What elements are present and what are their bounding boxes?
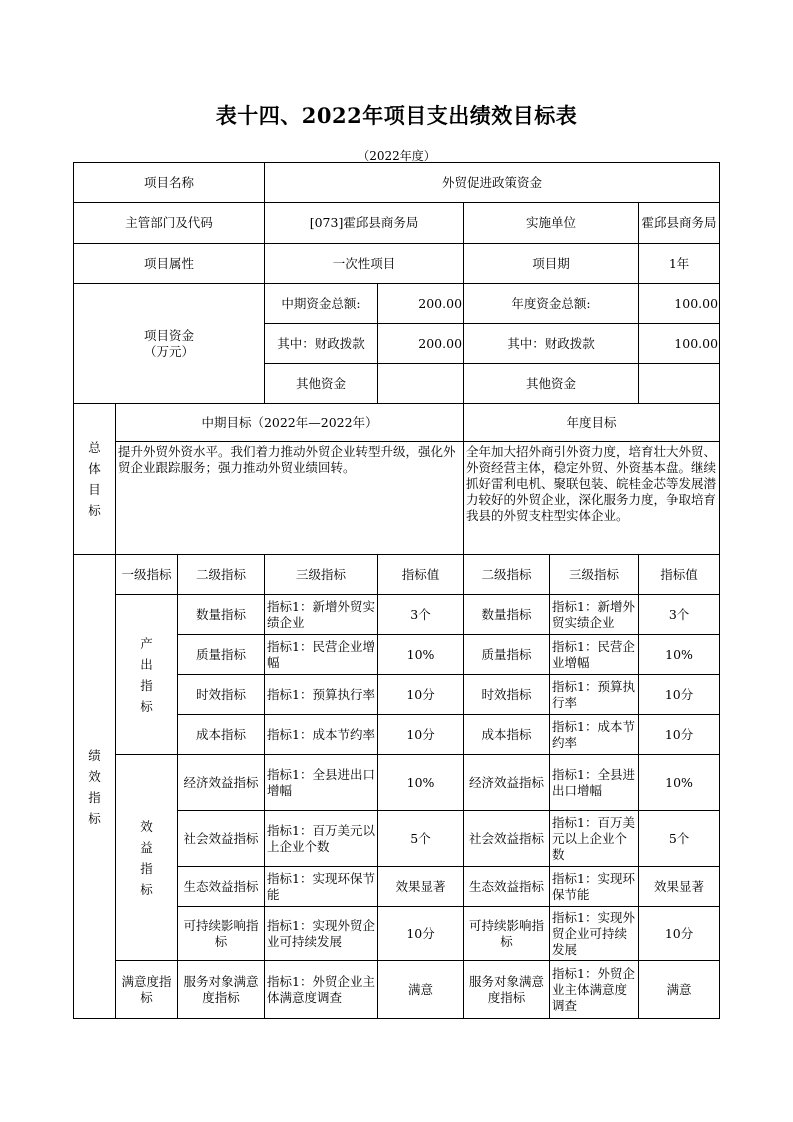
year-other-value [639, 364, 720, 404]
group-benefit [116, 755, 178, 961]
year-total-value: 100.00 [639, 284, 720, 324]
table-row [74, 595, 720, 635]
level2-cell: 可持续影响指标 [178, 907, 265, 961]
attr-label: 项目属性 [74, 244, 265, 284]
level2-cell: 服务对象满意度指标 [178, 961, 265, 1019]
row-goals-text [74, 442, 720, 555]
value-cell: 满意 [378, 961, 464, 1019]
goals-label [74, 404, 116, 555]
period-value: 1年 [639, 244, 720, 284]
mid-other-label: 其他资金 [265, 364, 378, 404]
level3-year-cell: 指标1：外贸企业主体满意度调查 [550, 961, 639, 1019]
level3-year-cell: 指标1：全县进出口增幅 [550, 755, 639, 811]
value-year-cell: 10分 [639, 715, 720, 755]
value-cell: 10分 [378, 715, 464, 755]
value-year-cell: 10% [639, 755, 720, 811]
header-level3-year: 三级指标 [550, 555, 639, 595]
table-row [74, 755, 720, 811]
group-benefit-text: 效益指标 [140, 818, 153, 897]
mid-other-value [378, 364, 464, 404]
level3-year-cell: 指标1：民营企业增幅 [550, 635, 639, 675]
value-cell: 10% [378, 755, 464, 811]
year-total-label: 年度资金总额: [464, 284, 639, 324]
goals-label-text: 总体目标 [88, 440, 101, 518]
value-cell: 效果显著 [378, 867, 464, 907]
year-goal-text: 全年加大招外商引外资力度，培育壮大外贸、外资经营主体，稳定外贸、外资基本盘。继续抓好雷利电机、聚联包装、皖桂金芯等发展潜力较好的外贸企业，深化服务力度，争取培育我县的外贸支柱型实体企业。 [464, 442, 720, 555]
level3-year-cell: 指标1：成本节约率 [550, 715, 639, 755]
level2-year-cell: 数量指标 [464, 595, 550, 635]
level3-year-cell: 指标1：新增外贸实绩企业 [550, 595, 639, 635]
unit-value: 霍邱县商务局 [639, 203, 720, 244]
value-year-cell: 10% [639, 635, 720, 675]
header-value-year: 指标值 [639, 555, 720, 595]
value-year-cell: 10分 [639, 907, 720, 961]
mid-total-label: 中期资金总额: [265, 284, 378, 324]
group-output [116, 595, 178, 755]
header-level3: 三级指标 [265, 555, 378, 595]
project-name-value: 外贸促进政策资金 [265, 163, 720, 203]
level3-cell: 指标1：实现环保节能 [265, 867, 378, 907]
value-year-cell: 效果显著 [639, 867, 720, 907]
level2-cell: 成本指标 [178, 715, 265, 755]
level3-cell: 指标1：全县进出口增幅 [265, 755, 378, 811]
group-satisfaction: 满意度指标 [116, 961, 178, 1019]
header-level2-year: 二级指标 [464, 555, 550, 595]
level3-cell: 指标1：百万美元以上企业个数 [265, 811, 378, 867]
level2-cell: 数量指标 [178, 595, 265, 635]
level2-year-cell: 时效指标 [464, 675, 550, 715]
level3-year-cell: 指标1：实现外贸企业可持续发展 [550, 907, 639, 961]
row-project-name [74, 163, 720, 203]
level3-year-cell: 指标1：实现环保节能 [550, 867, 639, 907]
indicators-label-text: 绩效指标 [88, 747, 101, 826]
mid-fiscal-label: 其中：财政拨款 [265, 324, 378, 364]
dept-label: 主管部门及代码 [74, 203, 265, 244]
table-row [74, 961, 720, 1019]
mid-fiscal-value: 200.00 [378, 324, 464, 364]
value-year-cell: 满意 [639, 961, 720, 1019]
year-note: （2022年度） [357, 149, 436, 163]
level2-year-cell: 社会效益指标 [464, 811, 550, 867]
level2-cell: 质量指标 [178, 635, 265, 675]
header-level1: 一级指标 [116, 555, 178, 595]
unit-label: 实施单位 [464, 203, 639, 244]
page-title: 表十四、2022年项目支出绩效目标表 [215, 103, 578, 128]
year-fiscal-label: 其中：财政拨款 [464, 324, 639, 364]
header-level2: 二级指标 [178, 555, 265, 595]
period-label: 项目期 [464, 244, 639, 284]
level2-cell: 社会效益指标 [178, 811, 265, 867]
level3-cell: 指标1：成本节约率 [265, 715, 378, 755]
level2-year-cell: 生态效益指标 [464, 867, 550, 907]
indicators-label [74, 555, 116, 1019]
level3-year-cell: 指标1：百万美元以上企业个数 [550, 811, 639, 867]
value-year-cell: 3个 [639, 595, 720, 635]
year-other-label: 其他资金 [464, 364, 639, 404]
row-funds-total [74, 284, 720, 324]
level2-cell: 经济效益指标 [178, 755, 265, 811]
row-goals-header [74, 404, 720, 442]
row-department [74, 203, 720, 244]
value-year-cell: 10分 [639, 675, 720, 715]
level2-cell: 时效指标 [178, 675, 265, 715]
year-goal-header: 年度目标 [464, 404, 720, 442]
value-cell: 5个 [378, 811, 464, 867]
project-name-label: 项目名称 [74, 163, 265, 203]
level3-cell: 指标1：外贸企业主体满意度调查 [265, 961, 378, 1019]
group-output-text: 产出指标 [140, 635, 153, 714]
mid-goal-header: 中期目标（2022年—2022年） [116, 404, 464, 442]
value-year-cell: 5个 [639, 811, 720, 867]
level2-year-cell: 可持续影响指标 [464, 907, 550, 961]
level3-cell: 指标1：预算执行率 [265, 675, 378, 715]
value-cell: 10% [378, 635, 464, 675]
row-attribute [74, 244, 720, 284]
mid-goal-text: 提升外贸外资水平。我们着力推动外贸企业转型升级，强化外贸企业跟踪服务；强力推动外贸业绩回转。 [116, 442, 464, 555]
year-fiscal-value: 100.00 [639, 324, 720, 364]
attr-value: 一次性项目 [265, 244, 464, 284]
level2-year-cell: 服务对象满意度指标 [464, 961, 550, 1019]
level3-cell: 指标1：民营企业增幅 [265, 635, 378, 675]
level3-cell: 指标1：实现外贸企业可持续发展 [265, 907, 378, 961]
performance-table [73, 162, 720, 1019]
level2-year-cell: 成本指标 [464, 715, 550, 755]
value-cell: 3个 [378, 595, 464, 635]
level3-year-cell: 指标1：预算执行率 [550, 675, 639, 715]
level3-cell: 指标1：新增外贸实绩企业 [265, 595, 378, 635]
dept-value: [073]霍邱县商务局 [265, 203, 464, 244]
level2-cell: 生态效益指标 [178, 867, 265, 907]
level2-year-cell: 经济效益指标 [464, 755, 550, 811]
mid-total-value: 200.00 [378, 284, 464, 324]
value-cell: 10分 [378, 907, 464, 961]
level2-year-cell: 质量指标 [464, 635, 550, 675]
row-indicator-headers [74, 555, 720, 595]
funds-label: 项目资金 （万元） [74, 284, 265, 404]
header-value: 指标值 [378, 555, 464, 595]
value-cell: 10分 [378, 675, 464, 715]
